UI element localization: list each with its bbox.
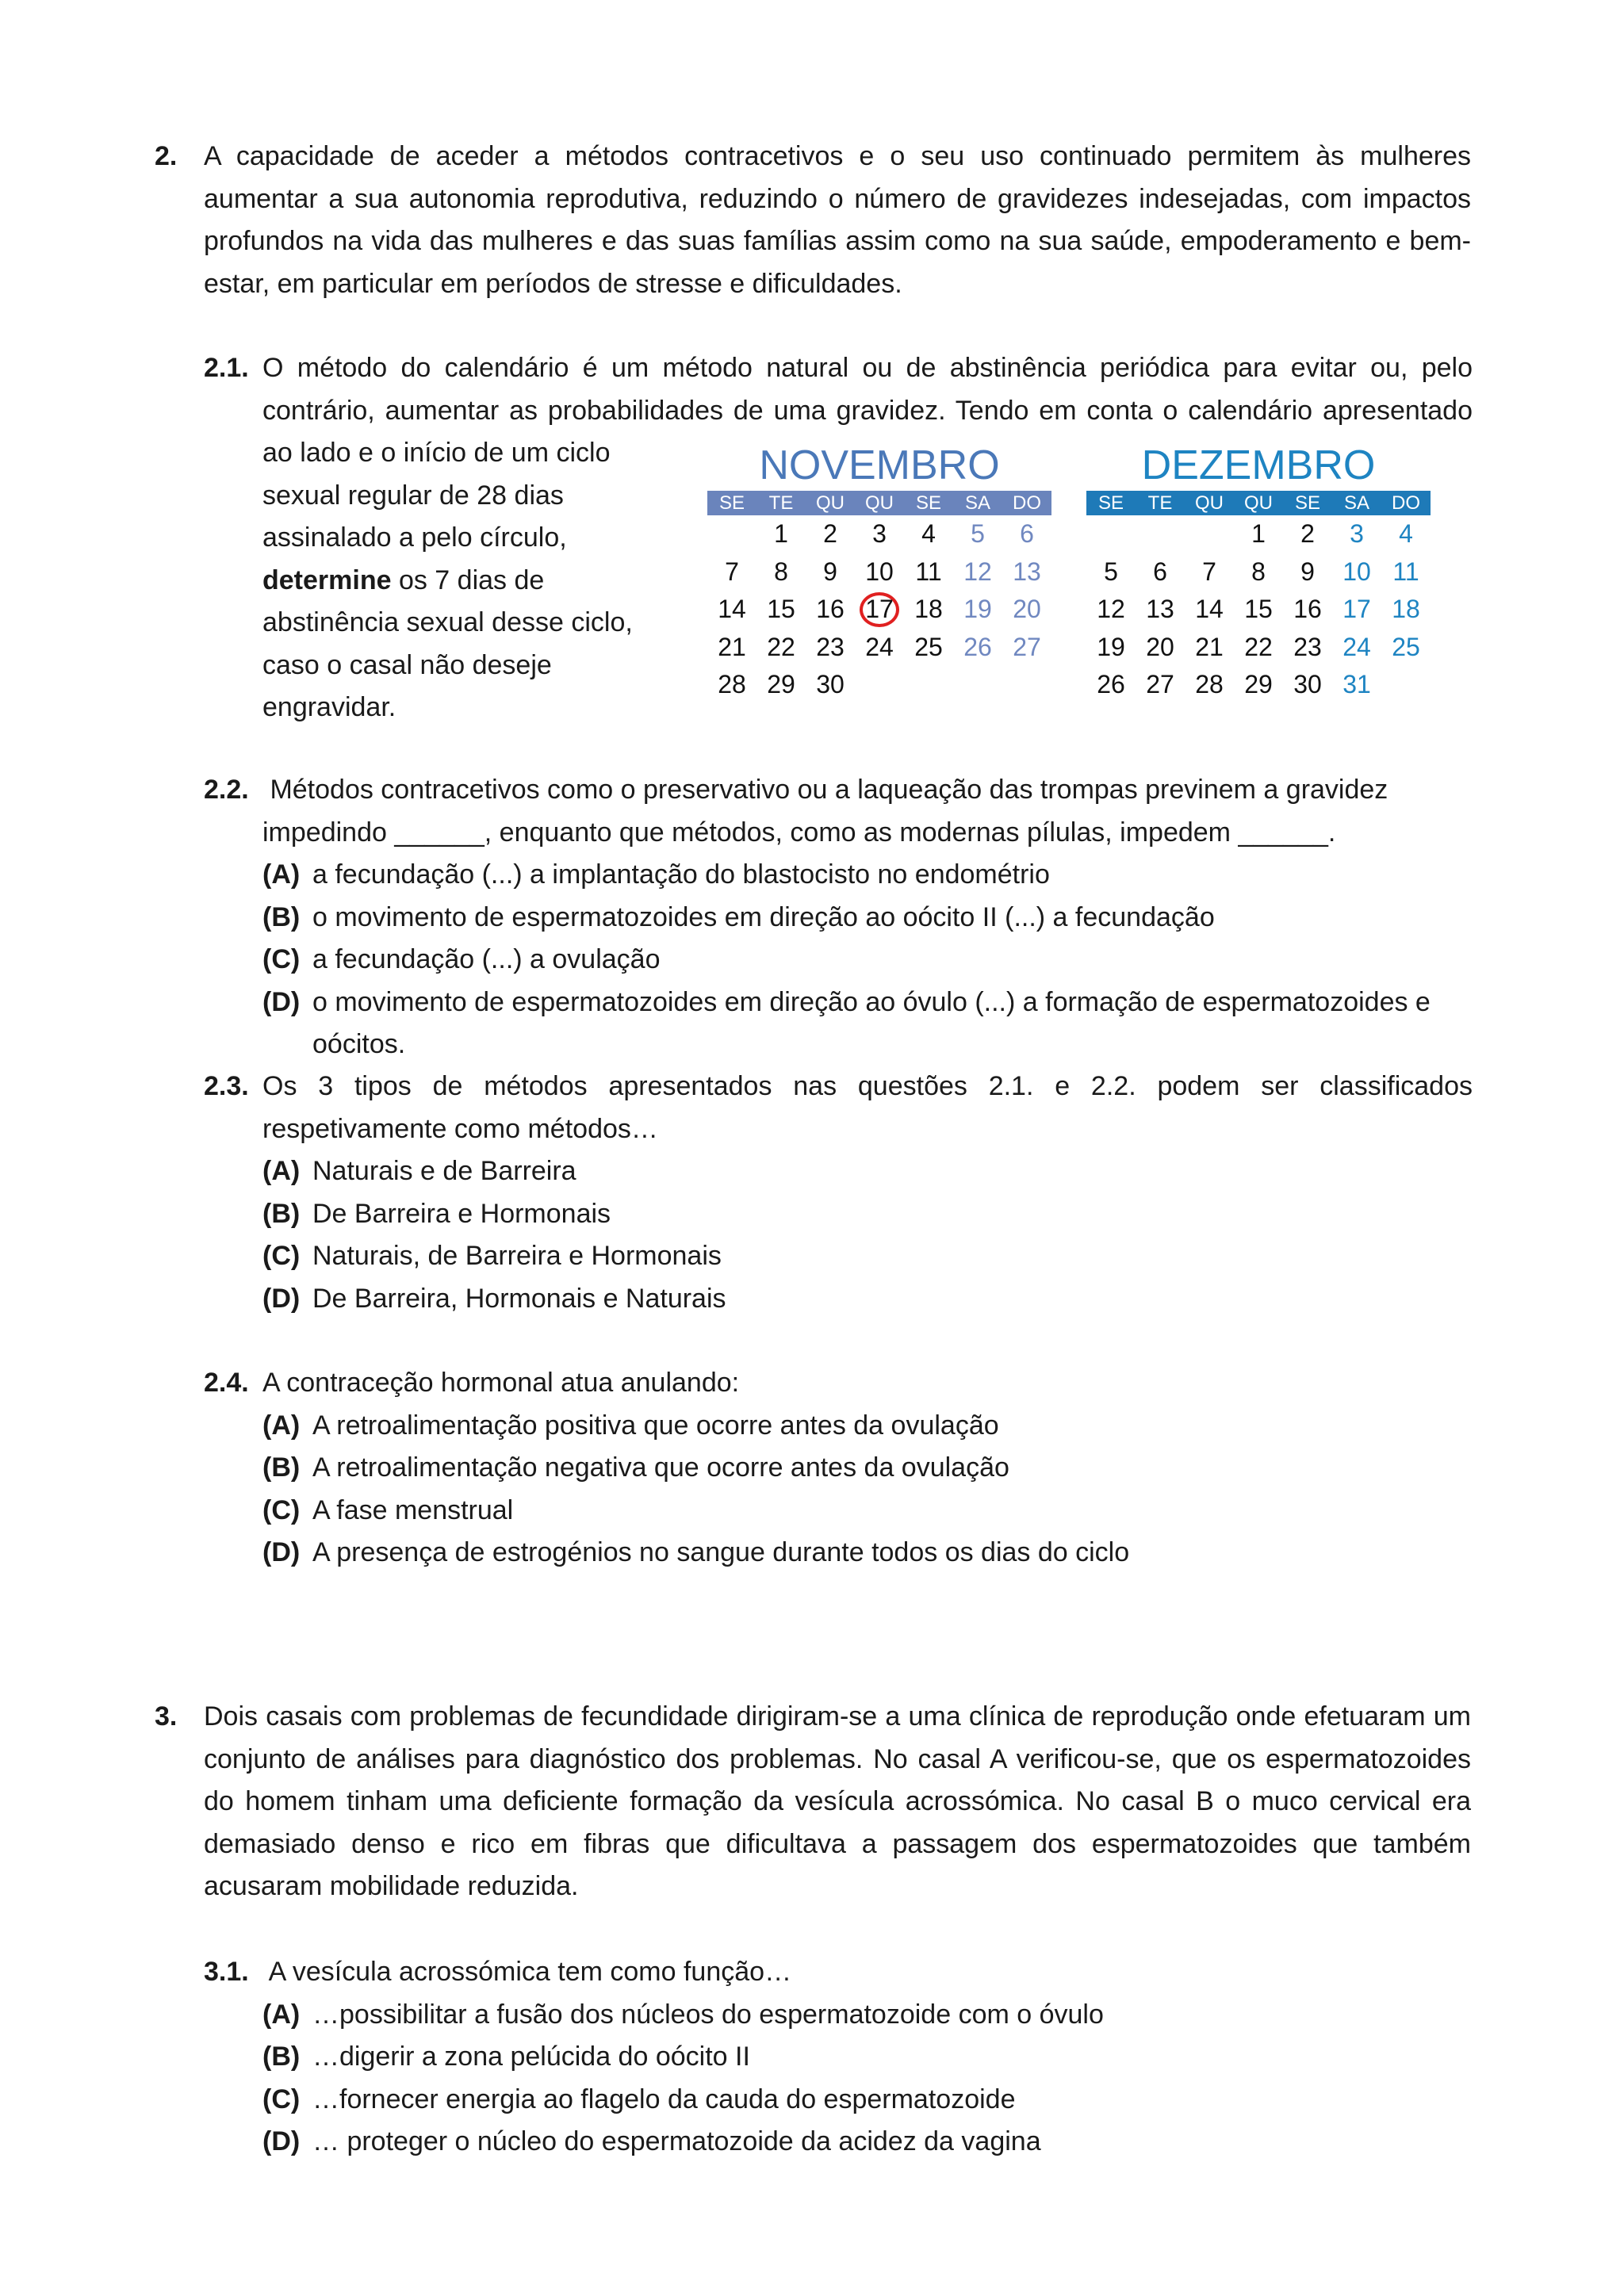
day-number: 24: [865, 632, 894, 661]
day-number: 26: [1097, 670, 1125, 698]
day-number: 5: [971, 519, 985, 548]
option-text: A presença de estrogénios no sangue durante todos os dias do ciclo: [312, 1537, 1130, 1567]
calendar-title: DEZEMBRO: [1141, 442, 1376, 488]
calendar-day: [1136, 666, 1185, 704]
question-3: [155, 1696, 1471, 1908]
option-d[interactable]: [262, 1532, 1473, 1575]
day-number: 9: [1300, 557, 1315, 586]
option-text: A fase menstrual: [312, 1494, 514, 1525]
text-fragment: os 7 dias de: [391, 564, 545, 595]
text-line: profundos na vida das mulheres e das suas famílias assim como na sua saúde, empoderamento e bem-: [204, 226, 1471, 256]
calendar-day: [1002, 629, 1051, 667]
calendar-day: [1086, 553, 1136, 591]
option-b[interactable]: [262, 1193, 1473, 1236]
option-c[interactable]: [262, 939, 1473, 982]
calendar-day: [756, 666, 806, 704]
calendar-day: [707, 629, 756, 667]
calendar-day: [953, 591, 1002, 629]
calendar-day: [1283, 553, 1332, 591]
day-number: 11: [915, 557, 942, 586]
day-number: 17: [1342, 595, 1371, 623]
text-line: estar, em particular em períodos de stresse e dificuldades.: [204, 268, 902, 299]
calendar-day: [806, 666, 855, 704]
day-number: 2: [1300, 519, 1315, 548]
calendar-day: [904, 553, 953, 591]
day-number: 16: [816, 595, 845, 623]
day-number: 31: [1342, 670, 1371, 698]
question-text: [262, 769, 1473, 854]
day-number: 23: [816, 632, 845, 661]
calendar-december: [1086, 440, 1431, 704]
day-number: 29: [767, 670, 795, 698]
day-number: 15: [1244, 595, 1273, 623]
calendar-day: [1381, 629, 1431, 667]
option-text: …possibilitar a fusão dos núcleos do espermatozoide com o óvulo: [312, 1999, 1104, 2030]
calendar-day: [1185, 666, 1234, 704]
option-letter: (D): [262, 1283, 301, 1314]
calendar-day: [756, 553, 806, 591]
calendar-day: [1381, 553, 1431, 591]
calendar-title: NOVEMBRO: [759, 442, 1000, 488]
calendar-day: [1234, 666, 1283, 704]
weekday-label: SE: [1294, 492, 1320, 514]
calendar-day: [855, 515, 904, 553]
question-text: [262, 1951, 1473, 1994]
calendar-day: [1234, 515, 1283, 553]
option-a[interactable]: [262, 1150, 1473, 1193]
text-line: engravidar.: [262, 692, 396, 722]
day-number: 21: [1195, 632, 1224, 661]
day-number: 28: [718, 670, 746, 698]
weekday-label: QU: [865, 492, 894, 514]
calendar-day: [806, 629, 855, 667]
option-b[interactable]: [262, 897, 1473, 939]
calendar-day: [1332, 666, 1381, 704]
question-text: [262, 1362, 1473, 1405]
option-letter: (B): [262, 1198, 301, 1229]
option-letter: (C): [262, 1494, 301, 1525]
day-number: 13: [1146, 595, 1174, 623]
day-number: 12: [963, 557, 992, 586]
calendar-day: [756, 591, 806, 629]
option-letter: (D): [262, 986, 301, 1017]
text-line: respetivamente como métodos…: [262, 1113, 658, 1144]
question-number: 3.1.: [204, 1957, 249, 1987]
option-text: o movimento de espermatozoides em direção ao óvulo (...) a formação de espermatozoides e: [312, 986, 1431, 1017]
option-text: a fecundação (...) a implantação do blastocisto no endométrio: [312, 859, 1050, 890]
calendar-days-grid: [1086, 515, 1431, 704]
text-line: Os 3 tipos de métodos apresentados nas questões 2.1. e 2.2. podem ser classificados: [262, 1071, 1473, 1101]
day-number: 24: [1342, 632, 1371, 661]
calendar-day: [1234, 591, 1283, 629]
calendar-day: [1136, 629, 1185, 667]
question-number: 2.2.: [204, 775, 249, 805]
calendar-day: [707, 553, 756, 591]
option-letter: (D): [262, 2126, 301, 2156]
weekday-label: TE: [1147, 492, 1173, 514]
day-number: 1: [774, 519, 788, 548]
day-number: 26: [963, 632, 992, 661]
weekday-label: SE: [915, 492, 941, 514]
option-text: Naturais, de Barreira e Hormonais: [312, 1241, 722, 1271]
calendar-day: [756, 629, 806, 667]
text-line: Métodos contracetivos como o preservativo ou a laqueação das trompas previnem a gravidez: [262, 775, 1388, 805]
text-line: do homem tinham uma deficiente formação da vesícula acrossómica. No casal B o muco cervical era: [204, 1786, 1471, 1816]
option-letter: (C): [262, 2084, 301, 2114]
option-text: A retroalimentação positiva que ocorre antes da ovulação: [312, 1410, 999, 1441]
text-line: Dois casais com problemas de fecundidade dirigiram-se a uma clínica de reprodução onde efetuaram um: [204, 1701, 1471, 1732]
calendar-day: [1234, 553, 1283, 591]
calendar-day: [1185, 591, 1234, 629]
calendar-day: [1332, 515, 1381, 553]
question-number: 2.: [155, 141, 178, 171]
calendar-day: [855, 553, 904, 591]
option-b[interactable]: [262, 2036, 1473, 2079]
weekday-label: QU: [1195, 492, 1224, 514]
day-number: 28: [1195, 670, 1224, 698]
calendar-november: [707, 440, 1051, 704]
calendar-days-grid: [707, 515, 1051, 704]
calendar-day: [1086, 591, 1136, 629]
option-text-continued: oócitos.: [312, 1029, 406, 1059]
text-line: A contraceção hormonal atua anulando:: [262, 1368, 740, 1398]
text-line: abstinência sexual desse ciclo,: [262, 607, 633, 637]
question-number: 2.3.: [204, 1071, 249, 1101]
option-letter: (C): [262, 1241, 301, 1271]
calendar-day: [1136, 553, 1185, 591]
text-line: caso o casal não deseje: [262, 649, 552, 680]
weekday-label: SE: [718, 492, 745, 514]
day-number: 10: [865, 557, 894, 586]
calendar-day: [1283, 591, 1332, 629]
day-number: 14: [1195, 595, 1224, 623]
calendar-day: [953, 553, 1002, 591]
option-letter: (D): [262, 1537, 301, 1567]
calendar-day: [1332, 629, 1381, 667]
calendar-day: [953, 629, 1002, 667]
text-line: contrário, aumentar as probabilidades de uma gravidez. Tendo em conta o calendário apresentado: [262, 395, 1473, 426]
option-text: a fecundação (...) a ovulação: [312, 944, 661, 974]
day-number: 27: [1146, 670, 1174, 698]
text-line: A vesícula acrossómica tem como função…: [262, 1957, 792, 1987]
text-line: aumentar a sua autonomia reprodutiva, reduzindo o número de gravidezes indesejadas, com impactos: [204, 183, 1471, 214]
day-number: 20: [1146, 632, 1174, 661]
day-number: 10: [1342, 557, 1371, 586]
question-text: [204, 136, 1471, 305]
calendar-day: [1185, 553, 1234, 591]
day-number: 4: [921, 519, 936, 548]
day-number: 13: [1013, 557, 1041, 586]
calendar-day: [707, 591, 756, 629]
text-line: demasiado denso e rico em fibras que dificultava a passagem dos espermatozoides que também: [204, 1828, 1471, 1859]
option-b[interactable]: [262, 1447, 1473, 1490]
question-2-3: [204, 1066, 1473, 1320]
emphasis-word: determine: [262, 564, 392, 595]
option-text: De Barreira e Hormonais: [312, 1198, 611, 1229]
calendar-day: [806, 553, 855, 591]
calendar-day: [1332, 591, 1381, 629]
calendar-weekday-header: [1086, 491, 1431, 515]
option-a[interactable]: [262, 854, 1473, 897]
calendar-day: [855, 629, 904, 667]
calendar-day: [756, 515, 806, 553]
question-2-2: [204, 769, 1473, 1066]
option-letter: (B): [262, 1452, 301, 1483]
option-letter: (B): [262, 2042, 301, 2072]
calendar-day: [1381, 591, 1431, 629]
weekday-label: SA: [964, 492, 990, 514]
calendar-day: [1381, 515, 1431, 553]
weekday-label: QU: [816, 492, 845, 514]
option-text: … proteger o núcleo do espermatozoide da acidez da vagina: [312, 2126, 1041, 2156]
option-letter: (A): [262, 1156, 301, 1186]
option-letter: (A): [262, 1999, 301, 2030]
weekday-label: SE: [1097, 492, 1124, 514]
question-text: [204, 1696, 1471, 1908]
option-text: o movimento de espermatozoides em direção ao oócito II (...) a fecundação: [312, 901, 1215, 932]
question-2: [155, 136, 1471, 305]
day-number: 14: [718, 595, 746, 623]
question-text: [262, 1066, 1473, 1150]
weekday-label: TE: [768, 492, 794, 514]
day-number: 22: [1244, 632, 1273, 661]
option-letter: (C): [262, 944, 301, 974]
day-number: 7: [725, 557, 739, 586]
calendar-day: [1332, 553, 1381, 591]
day-number: 6: [1020, 519, 1034, 548]
day-number: 21: [718, 632, 746, 661]
question-2-4: [204, 1362, 1473, 1575]
option-letter: (A): [262, 1410, 301, 1441]
calendar-day: [904, 515, 953, 553]
day-number: 17: [865, 595, 894, 623]
calendar-day: [1002, 591, 1051, 629]
empty-day-cell: [1086, 515, 1136, 553]
weekday-label: QU: [1244, 492, 1273, 514]
day-number: 25: [914, 632, 943, 661]
day-number: 16: [1293, 595, 1322, 623]
options-list: [262, 1150, 1473, 1320]
text-line: A capacidade de aceder a métodos contracetivos e o seu uso continuado permitem às mulheres: [204, 141, 1471, 171]
options-list: [262, 854, 1473, 1066]
text-line: impedindo ______, enquanto que métodos, como as modernas pílulas, impedem ______.: [262, 817, 1336, 848]
calendar-day: [904, 591, 953, 629]
question-number: 2.1.: [204, 353, 249, 383]
calendar-day: [1086, 666, 1136, 704]
calendar-day: [1136, 591, 1185, 629]
day-number: 8: [774, 557, 788, 586]
calendar-day: [707, 666, 756, 704]
option-letter: (A): [262, 859, 301, 890]
day-number: 29: [1244, 670, 1273, 698]
day-number: 30: [1293, 670, 1322, 698]
question-3-1: [204, 1951, 1473, 2164]
option-c[interactable]: [262, 2079, 1473, 2122]
day-number: 18: [1392, 595, 1420, 623]
day-number: 11: [1392, 557, 1419, 586]
day-number: 9: [823, 557, 837, 586]
option-c[interactable]: [262, 1235, 1473, 1278]
text-line: O método do calendário é um método natural ou de abstinência periódica para evitar ou, pelo: [262, 353, 1473, 383]
option-c[interactable]: [262, 1490, 1473, 1533]
text-line: ao lado e o início de um ciclo: [262, 438, 611, 468]
option-text: A retroalimentação negativa que ocorre antes da ovulação: [312, 1452, 1009, 1483]
day-number: 23: [1293, 632, 1322, 661]
day-number: 27: [1013, 632, 1041, 661]
option-text: Naturais e de Barreira: [312, 1156, 576, 1186]
calendar-day: [806, 515, 855, 553]
weekday-label: SA: [1343, 492, 1369, 514]
day-number: 4: [1399, 519, 1413, 548]
calendar-day: [1185, 629, 1234, 667]
option-text: …digerir a zona pelúcida do oócito II: [312, 2042, 750, 2072]
day-number: 1: [1251, 519, 1266, 548]
day-number: 30: [816, 670, 845, 698]
day-number: 8: [1251, 557, 1266, 586]
empty-day-cell: [707, 515, 756, 553]
option-d[interactable]: [262, 2121, 1473, 2164]
calendar-weekday-header: [707, 491, 1051, 515]
day-number: 3: [872, 519, 887, 548]
question-number: 3.: [155, 1701, 178, 1732]
text-line: conjunto de análises para diagnóstico dos problemas. No casal A verificou-se, que os espermatozoides: [204, 1743, 1471, 1774]
option-a[interactable]: [262, 1994, 1473, 2037]
option-d[interactable]: [262, 1278, 1473, 1321]
calendar-day: [1283, 629, 1332, 667]
text-line: sexual regular de 28 dias: [262, 480, 564, 511]
option-text: De Barreira, Hormonais e Naturais: [312, 1283, 726, 1314]
day-number: 25: [1392, 632, 1420, 661]
text-line: acusaram mobilidade reduzida.: [204, 1871, 579, 1901]
option-letter: (B): [262, 901, 301, 932]
day-number: 15: [767, 595, 795, 623]
option-a[interactable]: [262, 1405, 1473, 1448]
calendar-day: [904, 629, 953, 667]
calendar-day: [1234, 629, 1283, 667]
calendar-day: [953, 515, 1002, 553]
option-text: …fornecer energia ao flagelo da cauda do espermatozoide: [312, 2084, 1016, 2114]
calendar-day: [1283, 666, 1332, 704]
question-number: 2.4.: [204, 1368, 249, 1398]
day-number: 19: [1097, 632, 1125, 661]
calendar-day: [1002, 515, 1051, 553]
weekday-label: DO: [1013, 492, 1041, 514]
option-d[interactable]: [262, 982, 1473, 1066]
day-number: 2: [823, 519, 837, 548]
day-number: 18: [914, 595, 943, 623]
day-number: 19: [963, 595, 992, 623]
day-number: 5: [1104, 557, 1118, 586]
options-list: [262, 1994, 1473, 2164]
day-number: 22: [767, 632, 795, 661]
options-list: [262, 1405, 1473, 1575]
day-number: 3: [1350, 519, 1364, 548]
empty-day-cell: [1185, 515, 1234, 553]
calendar-day: [1002, 553, 1051, 591]
calendar-day: [855, 591, 904, 629]
day-number: 20: [1013, 595, 1041, 623]
day-number: 7: [1202, 557, 1216, 586]
day-number: 12: [1097, 595, 1125, 623]
calendar-day: [1086, 629, 1136, 667]
weekday-label: DO: [1392, 492, 1420, 514]
calendar-day: [1283, 515, 1332, 553]
empty-day-cell: [1136, 515, 1185, 553]
day-number: 6: [1153, 557, 1167, 586]
text-line: assinalado a pelo círculo,: [262, 522, 567, 553]
calendar-day: [806, 591, 855, 629]
